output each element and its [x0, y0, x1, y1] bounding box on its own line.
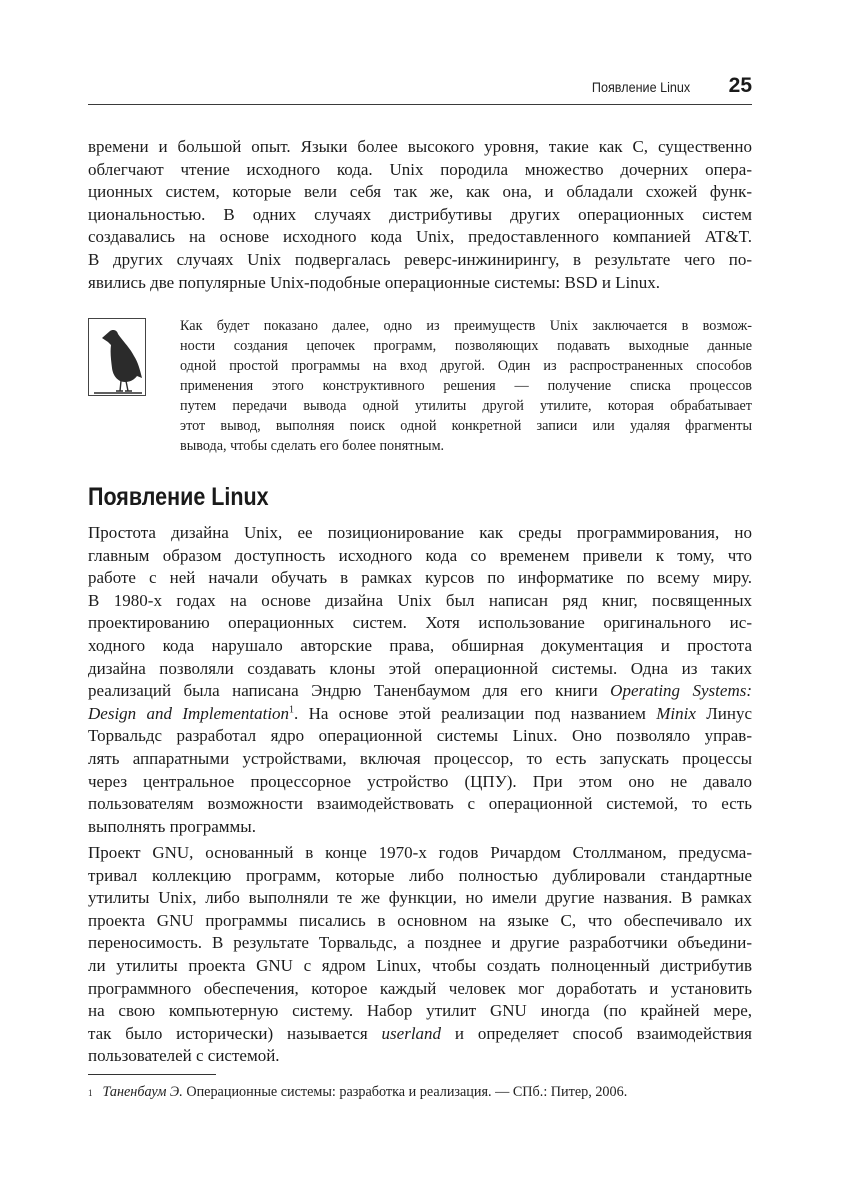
text-line: утилиты Unix, либо выполняли те же функции, но имели другие названия. В рамках — [88, 888, 752, 908]
section-heading: Появление Linux — [88, 483, 269, 511]
footnote-author: Таненбаум Э. — [102, 1084, 183, 1100]
text-line: В других случаях Unix подвергалась реверс-инжинирингу, в результате чего по- — [88, 249, 752, 269]
system-name: Minix — [656, 703, 696, 723]
text-line — [88, 1023, 752, 1046]
text-line: ли утилиты проекта GNU с ядром Linux, чтобы создать полноценный дистрибутив — [88, 955, 752, 975]
text-line: В 1980-х годах на основе дизайна Unix был написан ряд книг, посвященных — [88, 590, 752, 610]
running-head — [88, 76, 752, 105]
text-line — [88, 680, 752, 703]
text-segment: и определяет способ взаимодействия — [441, 1023, 752, 1043]
text-line: работе с ней начали обучать в рамках курсов по информатике по всему миру. — [88, 568, 752, 588]
book-title: Design and Implementation — [88, 703, 290, 723]
text-line: ционных систем, которые вели себя так же, как она, и обладали схожей функ- — [88, 182, 752, 202]
text-line: пользователей с системой. — [88, 1046, 280, 1066]
note-line: применения этого конструктивного решения — получение списка процессов — [180, 378, 752, 394]
text-segment: Линус — [695, 703, 752, 723]
text-line: пользователям возможности взаимодействовать с операционной системой, то есть — [88, 794, 752, 814]
paragraph-linux — [88, 522, 752, 838]
running-head-section-title: Появление Linux — [591, 79, 690, 95]
note-line: путем передачи вывода одной утилиты другой утилите, которая обрабатывает — [180, 398, 752, 414]
note-line: этот вывод, выполняя поиск одной конкретной записи или удаляя фрагменты — [180, 418, 752, 434]
text-line: проектированию операционных систем. Хотя использование оригинального ис- — [88, 613, 752, 633]
text-line: дизайна позволяли создавать клоны этой операционной системы. Одна из таких — [88, 658, 752, 678]
note-text — [180, 316, 752, 456]
text-line: времени и большой опыт. Языки более высокого уровня, такие как С, существенно — [88, 137, 752, 156]
text-line: циональностью. В одних случаях дистрибутивы других операционных систем — [88, 204, 752, 224]
footnote — [88, 1082, 752, 1102]
text-line: на свою компьютерную систему. Набор утилит GNU иногда (по крайней мере, — [88, 1001, 752, 1021]
text-line: главным образом доступность исходного кода со временем привели к тому, что — [88, 545, 752, 565]
note-line: Как будет показано далее, одно из преимуществ Unix заключается в возмож- — [180, 318, 752, 334]
footnote-text: Операционные системы: разработка и реализация. — СПб.: Питер, 2006. — [182, 1084, 628, 1100]
footnote-reference: 1 — [289, 704, 295, 716]
text-line: Торвальдс разработал ядро операционной системы Linux. Оно позволяло управ- — [88, 726, 752, 746]
book-title: Operating Systems: — [610, 681, 752, 701]
text-line: ходного кода нарушало авторские права, обширная документация и простота — [88, 635, 752, 655]
text-line: проекта GNU программы писались в основном на языке С, что обеспечивало их — [88, 910, 752, 930]
text-line: выполнять программы. — [88, 816, 256, 836]
text-line: тривал коллекцию программ, которые либо полностью дублировали стандартные — [88, 865, 752, 885]
paragraph-gnu — [88, 842, 752, 1068]
note-line: одной простой программы на вход другой. Один из распространенных способов — [180, 358, 752, 374]
term-userland: userland — [381, 1023, 442, 1043]
note-line: вывода, чтобы сделать его более понятным. — [180, 438, 445, 454]
text-line: создавались на основе исходного кода Unix, предоставленного компанией AT&T. — [88, 227, 752, 247]
text-segment: так было исторически) называется — [88, 1023, 382, 1043]
footnote-number: 1 — [88, 1088, 93, 1098]
footnote-divider — [88, 1074, 216, 1075]
text-line: Проект GNU, основанный в конце 1970-х годов Ричардом Столлманом, предусма- — [88, 843, 752, 862]
text-line: переносимость. В результате Торвальдс, а позднее и другие разработчики объедини- — [88, 933, 752, 953]
page-number: 25 — [728, 74, 752, 97]
text-line: через центральное процессорное устройство (ЦПУ). При этом оно не давало — [88, 771, 752, 791]
intro-paragraph — [88, 136, 752, 294]
text-line: программного обеспечения, которое каждый человек мог доработать и установить — [88, 978, 752, 998]
text-segment: . На основе этой реализации под названием — [294, 703, 657, 723]
text-line: Простота дизайна Unix, ее позиционирование как среды программирования, но — [88, 523, 752, 542]
note-line: ности создания цепочек программ, позволяющих подавать выходные данные — [180, 338, 752, 354]
text-line — [88, 703, 752, 726]
text-line: явились две популярные Unix-подобные операционные системы: BSD и Linux. — [88, 272, 661, 292]
crow-icon — [88, 318, 146, 396]
text-line: облегчают чтение исходного кода. Unix породила множество дочерних опера- — [88, 159, 752, 179]
text-line: лять аппаратными устройствами, включая процессор, то есть запускать процессы — [88, 748, 752, 768]
text-segment: реализаций была написана Эндрю Таненбаумом для его книги — [88, 681, 611, 701]
